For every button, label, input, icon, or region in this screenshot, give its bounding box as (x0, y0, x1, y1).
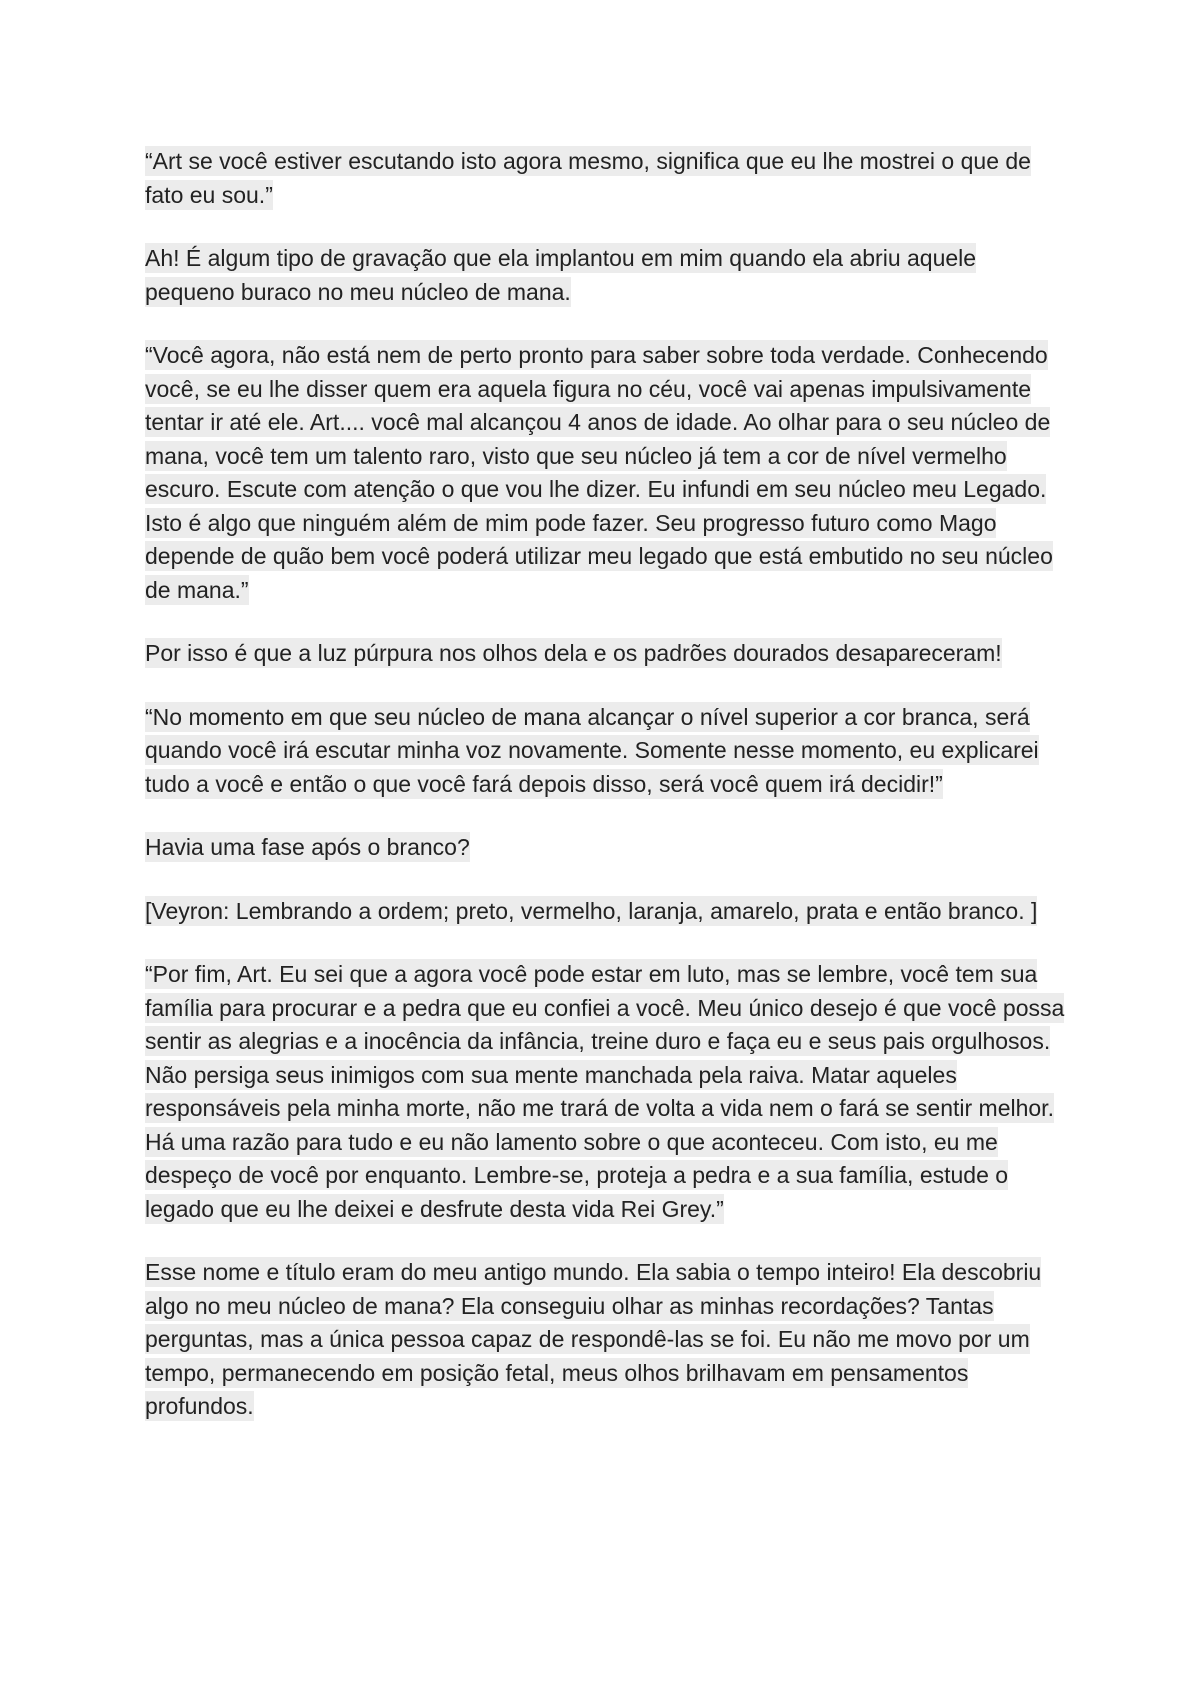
paragraph (145, 145, 1070, 212)
paragraph (145, 895, 1070, 929)
document-body (145, 145, 1070, 1454)
paragraph-text: [Veyron: Lembrando a ordem; preto, vermelho, laranja, amarelo, prata e então branco. ] (145, 897, 1038, 924)
paragraph-text: “Por fim, Art. Eu sei que a agora você pode estar em luto, mas se lembre, você tem sua família para procurar e a pedra que eu confiei a você. Meu único desejo é que você possa sentir as alegrias e a inocência da infância, treine duro e faça eu e seus pais orgulhosos. Não persiga seus inimigos com sua mente manchada pela raiva. Matar aqueles responsáveis pela minha morte, não me trará de volta a vida nem o fará se sentir melhor. Há uma razão para tudo e eu não lamento sobre o que aconteceu. Com isto, eu me despeço de você por enquanto. Lembre-se, proteja a pedra e a sua família, estude o legado que eu lhe deixei e desfrute desta vida Rei Grey.” (145, 961, 1065, 1222)
paragraph-text: “Art se você estiver escutando isto agora mesmo, significa que eu lhe mostrei o que de fato eu sou.” (145, 148, 1031, 208)
paragraph (145, 637, 1070, 671)
paragraph (145, 958, 1070, 1226)
paragraph-text: Ah! É algum tipo de gravação que ela implantou em mim quando ela abriu aquele pequeno buraco no meu núcleo de mana. (145, 245, 977, 305)
paragraph-text: Por isso é que a luz púrpura nos olhos dela e os padrões dourados desapareceram! (145, 640, 1002, 666)
paragraph (145, 701, 1070, 802)
paragraph (145, 1256, 1070, 1424)
paragraph-text: Havia uma fase após o branco? (145, 834, 470, 860)
paragraph (145, 339, 1070, 607)
paragraph-text: Esse nome e título eram do meu antigo mundo. Ela sabia o tempo inteiro! Ela descobriu algo no meu núcleo de mana? Ela conseguiu olhar as minhas recordações? Tantas perguntas, mas a única pessoa capaz de respondê-las se foi. Eu não me movo por um tempo, permanecendo em posição fetal, meus olhos brilhavam em pensamentos profundos. (145, 1259, 1042, 1419)
paragraph (145, 242, 1070, 309)
paragraph (145, 831, 1070, 865)
paragraph-text: “No momento em que seu núcleo de mana alcançar o nível superior a cor branca, será quando você irá escutar minha voz novamente. Somente nesse momento, eu explicarei tudo a você e então o que você fará depois disso, será você quem irá decidir!” (145, 703, 1039, 797)
paragraph-text: “Você agora, não está nem de perto pronto para saber sobre toda verdade. Conhecendo você, se eu lhe disser quem era aquela figura no céu, você vai apenas impulsivamente tentar ir até ele. Art.... você mal alcançou 4 anos de idade. Ao olhar para o seu núcleo de mana, você tem um talento raro, visto que seu núcleo já tem a cor de nível vermelho escuro. Escute com atenção o que vou lhe dizer. Eu infundi em seu núcleo meu Legado. Isto é algo que ninguém além de mim pode fazer. Seu progresso futuro como Mago depende de quão bem você poderá utilizar meu legado que está embutido no seu núcleo de mana.” (145, 342, 1053, 603)
